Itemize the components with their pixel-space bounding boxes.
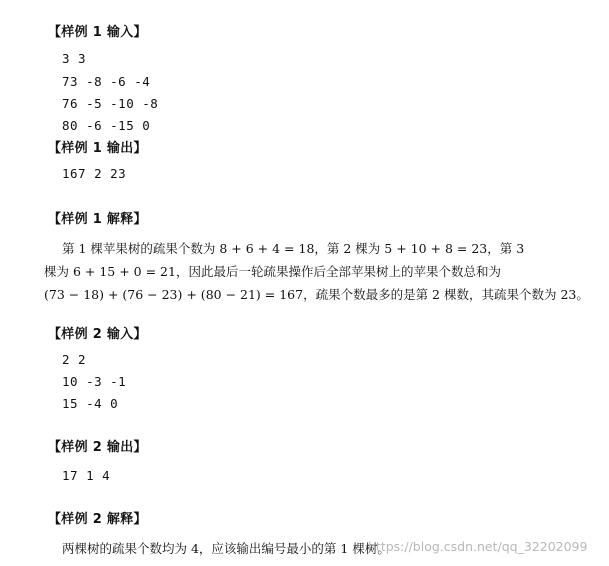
watermark-url: https://blog.csdn.net/qq_32202099: [368, 539, 588, 554]
sample2-output-heading: 【样例 2 输出】: [48, 440, 147, 455]
sample2-output-line: 17 1 4: [62, 468, 111, 483]
sample1-input-line: 73 -8 -6 -4: [62, 74, 151, 89]
sample2-input-line: 10 -3 -1: [62, 374, 127, 389]
sample1-input-line: 3 3: [62, 51, 87, 66]
sample1-explanation-line: (73 − 18) + (76 − 23) + (80 − 21) = 167，疏果个数最多的是第 2 棵数，其疏果个数为 23。: [44, 287, 589, 302]
sample1-input-heading: 【样例 1 输入】: [48, 25, 147, 40]
sample1-output-heading: 【样例 1 输出】: [48, 141, 147, 156]
sample1-input-line: 80 -6 -15 0: [62, 118, 151, 133]
sample2-explanation-line: 两棵树的疏果个数均为 4，应该输出编号最小的第 1 棵树。: [62, 541, 390, 556]
sample1-output-line: 167 2 23: [62, 166, 127, 181]
sample1-explanation-heading: 【样例 1 解释】: [48, 212, 147, 227]
sample2-input-heading: 【样例 2 输入】: [48, 327, 147, 342]
sample1-explanation-line: 第 1 棵苹果树的疏果个数为 8 + 6 + 4 = 18，第 2 棵为 5 + 10 + 8 = 23，第 3: [62, 241, 525, 256]
sample1-input-line: 76 -5 -10 -8: [62, 96, 159, 111]
sample2-input-line: 2 2: [62, 352, 87, 367]
sample2-explanation-heading: 【样例 2 解释】: [48, 512, 147, 527]
sample1-explanation-line: 棵为 6 + 15 + 0 = 21，因此最后一轮疏果操作后全部苹果树上的苹果个数总和为: [44, 264, 501, 279]
sample2-input-line: 15 -4 0: [62, 396, 119, 411]
